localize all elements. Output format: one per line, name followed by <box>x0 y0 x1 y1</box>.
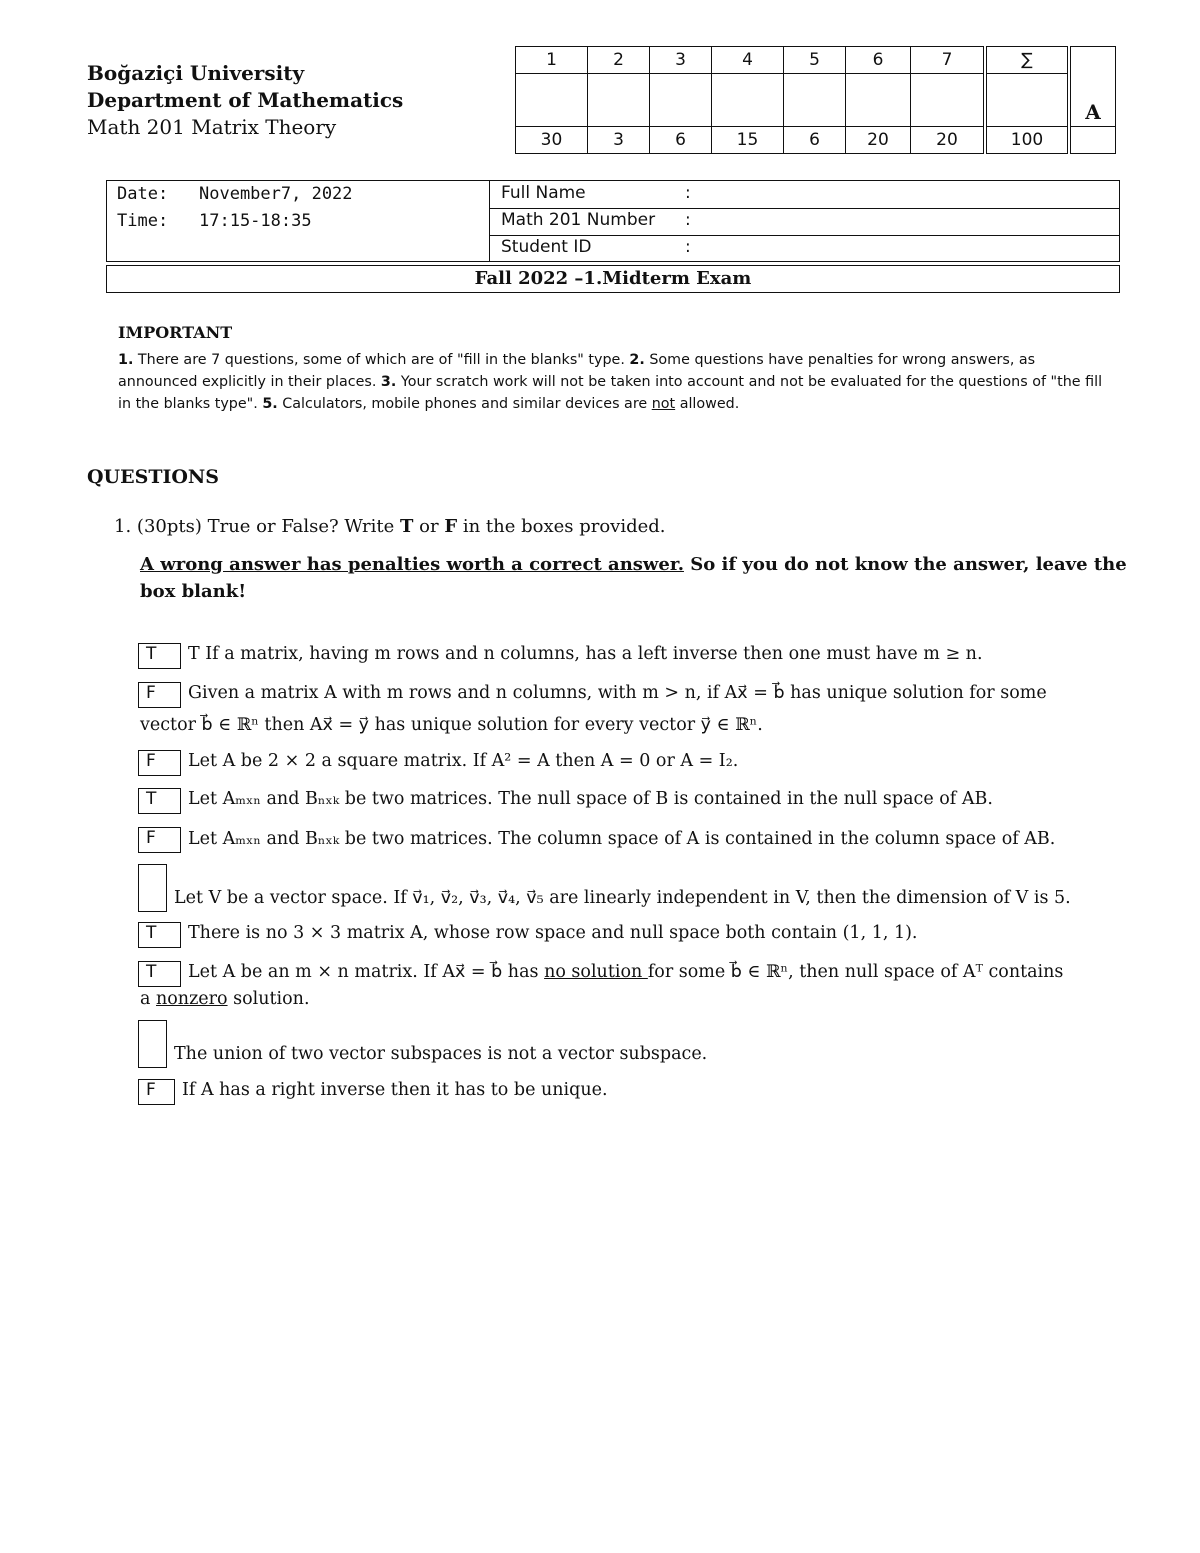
colon: : <box>685 237 691 257</box>
statement-2-line-1: Given a matrix A with m rows and n columns, with m > n, if Ax⃗ = b⃗ has unique solution for some <box>188 683 1047 703</box>
max-points: 3 <box>588 127 650 154</box>
rule-text: Calculators, mobile phones and similar devices are <box>277 396 652 412</box>
question-number: 1 <box>516 47 588 74</box>
answer-box[interactable]: T <box>138 961 181 987</box>
colon: : <box>685 210 691 230</box>
statement-4: Let Aₘₓₙ and Bₙₓₖ be two matrices. The null space of B is contained in the null space of AB. <box>188 789 993 809</box>
question-number: 1. <box>114 516 132 537</box>
student-panel <box>489 181 1119 261</box>
statement-10: If A has a right inverse then it has to be unique. <box>182 1080 608 1100</box>
time-row <box>117 211 312 231</box>
answer-box[interactable]: T <box>138 922 181 948</box>
statement-emphasis: nonzero <box>156 989 228 1009</box>
full-name-label: Full Name <box>501 183 586 203</box>
question-1-prompt <box>114 516 666 537</box>
statement-text: Let A be an m × n matrix. If Ax⃗ = b⃗ has <box>188 962 545 982</box>
statement-7: There is no 3 × 3 matrix A, whose row space and null space both contain (1, 1, 1). <box>188 923 918 943</box>
prompt-text: or <box>413 516 445 537</box>
answer-box[interactable] <box>138 864 167 912</box>
max-points: 20 <box>846 127 911 154</box>
exam-title: Fall 2022 –1.Midterm Exam <box>106 265 1120 293</box>
date-label: Date: <box>117 184 169 204</box>
university-header <box>87 60 403 141</box>
prompt-false: F <box>444 516 458 537</box>
total-score-cell <box>985 74 1069 127</box>
date-value: November7, 2022 <box>199 184 353 204</box>
rule-number: 3. <box>380 374 397 390</box>
rule-number: 2. <box>629 352 645 368</box>
time-value: 17:15-18:35 <box>199 211 312 231</box>
answer-box[interactable] <box>138 1020 167 1068</box>
statement-3: Let A be 2 × 2 a square matrix. If A² = A then A = 0 or A = I₂. <box>188 751 739 771</box>
statement-6: Let V be a vector space. If v⃗₁, v⃗₂, v⃗₃, v⃗₄, v⃗₅ are linearly independent in V, then the dimension of V is 5. <box>174 888 1071 908</box>
question-number: 6 <box>846 47 911 74</box>
university-name: Boğaziçi University <box>87 61 305 85</box>
answer-box[interactable]: F <box>138 1079 175 1105</box>
rule-text: Some questions have penalties for wrong answers, as announced explicitly in their places. <box>118 352 1036 390</box>
max-points: 30 <box>516 127 588 154</box>
score-cell <box>712 74 784 127</box>
date-time-panel <box>107 181 490 261</box>
prompt-text: (30pts) True or False? Write <box>136 516 401 537</box>
question-number: 2 <box>588 47 650 74</box>
statement-5: Let Aₘₓₙ and Bₙₓₖ be two matrices. The column space of A is contained in the column space of AB. <box>188 829 1056 849</box>
warning-underlined: A wrong answer has penalties worth a correct answer. <box>140 554 684 575</box>
score-cell <box>784 74 846 127</box>
prompt-text: in the boxes provided. <box>457 516 666 537</box>
statement-8-line-1 <box>188 957 1063 988</box>
math-number-field[interactable] <box>489 208 1119 236</box>
statement-text: solution. <box>227 989 310 1009</box>
rule-number: 1. <box>118 352 134 368</box>
answer-box[interactable]: F <box>138 682 181 708</box>
score-cell <box>911 74 986 127</box>
answer-box[interactable]: T <box>138 643 181 669</box>
rule-emphasis: not <box>651 396 676 412</box>
student-id-label: Student ID <box>501 237 592 257</box>
colon: : <box>685 183 691 203</box>
course-name: Math 201 Matrix Theory <box>87 115 337 139</box>
info-box <box>106 180 1120 262</box>
date-row <box>117 184 353 204</box>
score-cell <box>516 74 588 127</box>
score-cell <box>846 74 911 127</box>
answer-box[interactable]: F <box>138 827 181 853</box>
important-text <box>118 349 1118 415</box>
prompt-true: T <box>400 516 414 537</box>
department-name: Department of Mathematics <box>87 88 404 112</box>
statement-8-line-2 <box>140 984 310 1015</box>
score-grid <box>515 46 1116 154</box>
math-number-label: Math 201 Number <box>501 210 656 230</box>
student-id-field[interactable] <box>489 235 1119 262</box>
statement-2-line-2: vector b⃗ ∈ ℝⁿ then Ax⃗ = y⃗ has unique solution for every vector y⃗ ∈ ℝⁿ. <box>140 715 763 735</box>
answer-box[interactable]: T <box>138 788 181 814</box>
version-letter: A <box>1069 47 1116 127</box>
score-cell <box>650 74 712 127</box>
rule-text: There are 7 questions, some of which are of "fill in the blanks" type. <box>133 352 630 368</box>
rule-text: allowed. <box>675 396 740 412</box>
max-points: 6 <box>650 127 712 154</box>
max-points: 6 <box>784 127 846 154</box>
warning-rest: So if you do not know the answer, leave the box blank! <box>140 554 1127 602</box>
full-name-field[interactable] <box>489 181 1119 209</box>
max-total: 100 <box>985 127 1069 154</box>
statement-text: for some b⃗ ∈ ℝⁿ, then null space of Aᵀ contains <box>647 962 1064 982</box>
answer-box[interactable]: F <box>138 750 181 776</box>
max-points: 20 <box>911 127 986 154</box>
question-number: 3 <box>650 47 712 74</box>
time-label: Time: <box>117 211 169 231</box>
blank-cell <box>1069 127 1116 154</box>
rule-text: Your scratch work will not be taken into account and not be evaluated for the questions of "the fill in the blanks type". <box>118 374 1103 412</box>
statement-1: T If a matrix, having m rows and n columns, has a left inverse then one must have m ≥ n. <box>188 644 983 664</box>
score-cell <box>588 74 650 127</box>
statement-text: a <box>140 989 156 1009</box>
max-points: 15 <box>712 127 784 154</box>
statement-9: The union of two vector subspaces is not a vector subspace. <box>174 1044 708 1064</box>
rule-number: 5. <box>262 396 278 412</box>
penalty-warning <box>140 551 1145 605</box>
statement-emphasis: no solution <box>544 962 648 982</box>
important-heading: IMPORTANT <box>118 323 233 342</box>
questions-heading: QUESTIONS <box>87 466 219 488</box>
question-number: 4 <box>712 47 784 74</box>
question-number: 7 <box>911 47 986 74</box>
question-number: 5 <box>784 47 846 74</box>
sum-symbol: ∑ <box>985 47 1069 74</box>
